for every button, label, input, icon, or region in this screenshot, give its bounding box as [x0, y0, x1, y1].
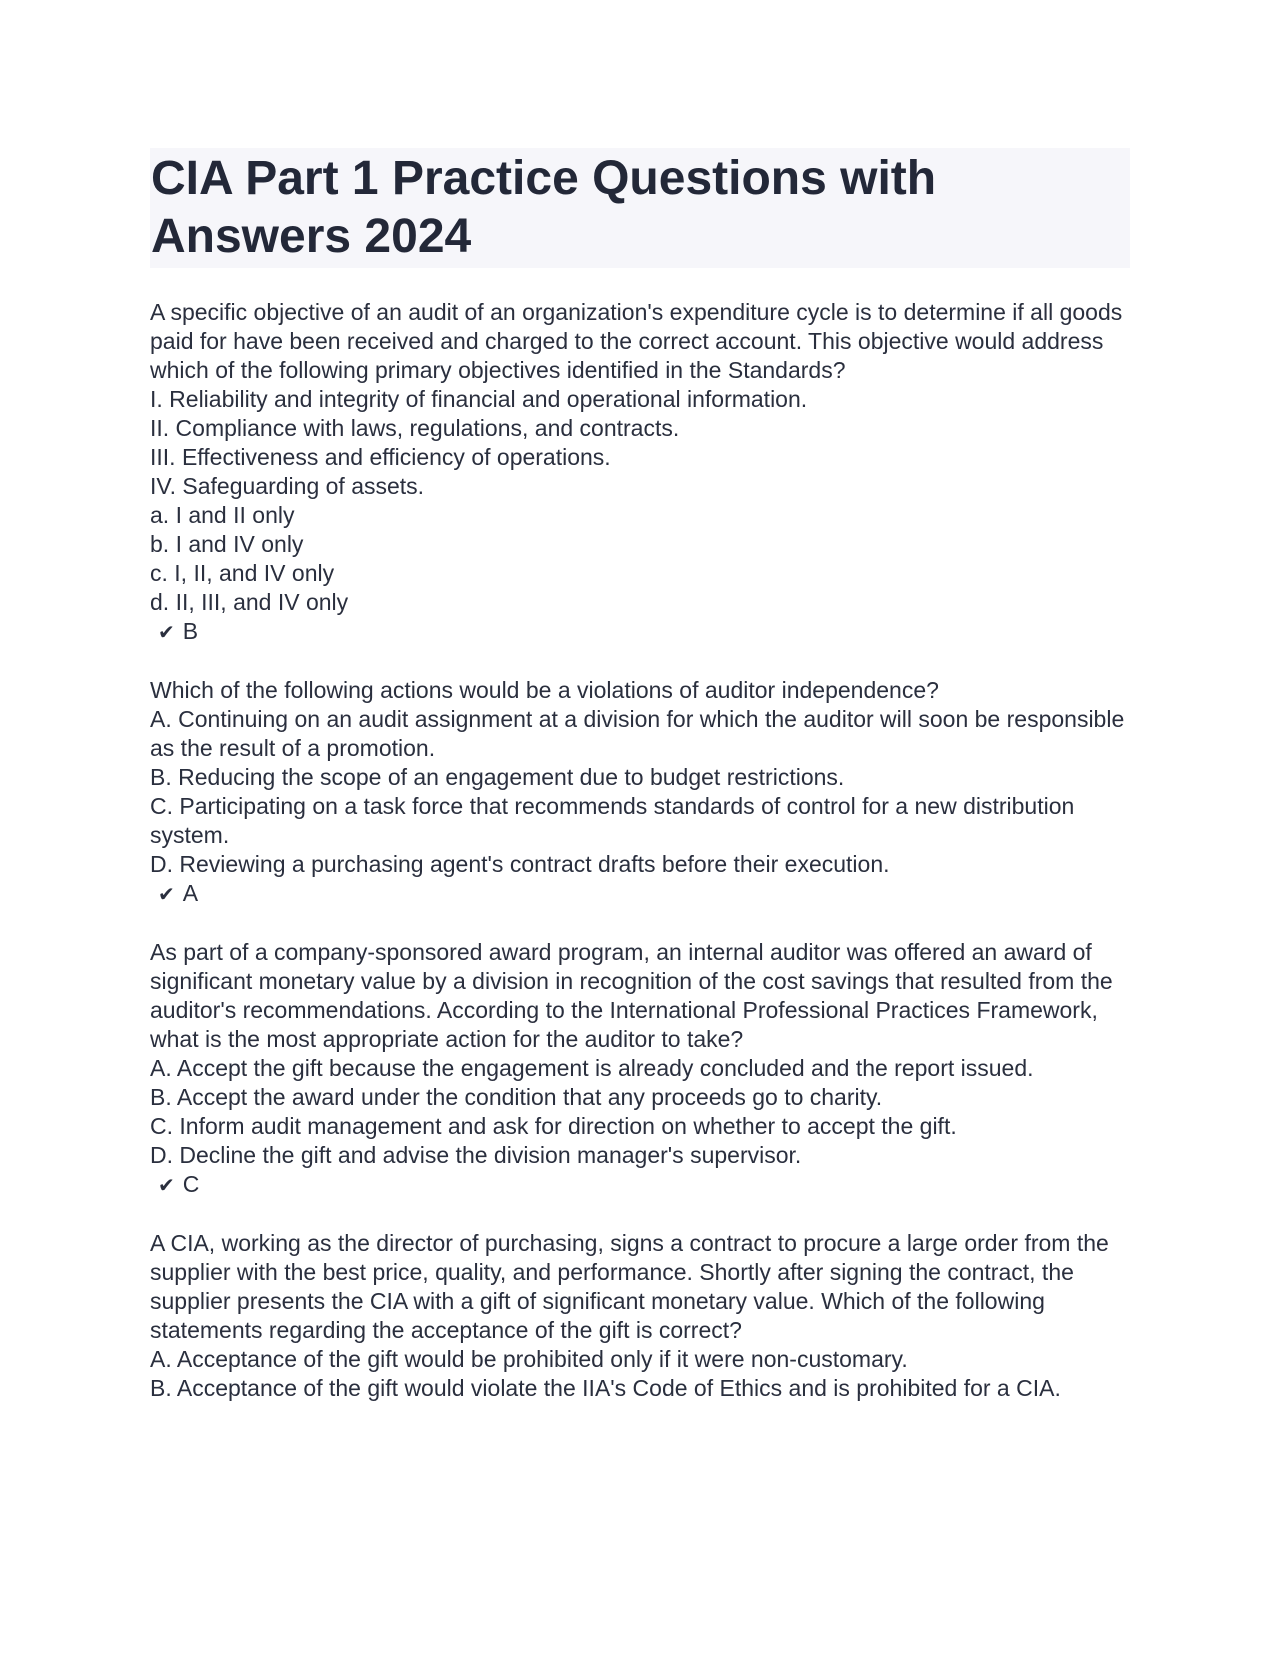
- answer-option: b. I and IV only: [150, 531, 304, 557]
- answer-letter: C: [182, 1171, 200, 1197]
- question-stem: As part of a company-sponsored award program, an internal auditor was offered an award of significant monetary value by a division in recognition of the cost savings that resulted from the auditor's recommendations. According to the International Professional Practices Framework, what is the most appropriate action for the auditor to take?: [150, 939, 1113, 1052]
- question-block-3: [150, 938, 1130, 1200]
- statement-line: IV. Safeguarding of assets.: [150, 473, 425, 499]
- question-stem: Which of the following actions would be a violations of auditor independence?: [150, 677, 939, 703]
- checkmark-icon: ✔: [158, 1173, 175, 1197]
- answer-option: A. Acceptance of the gift would be prohibited only if it were non-customary.: [150, 1346, 908, 1372]
- document-page: [150, 148, 1130, 1432]
- answer-option: d. II, III, and IV only: [150, 589, 349, 615]
- answer-option: A. Accept the gift because the engagement is already concluded and the report issued.: [150, 1055, 1034, 1081]
- correct-answer: [150, 617, 1130, 647]
- answer-option: A. Continuing on an audit assignment at a division for which the auditor will soon be responsible as the result of a promotion.: [150, 706, 1125, 761]
- question-block-4: [150, 1229, 1130, 1403]
- answer-letter: B: [182, 618, 199, 644]
- answer-option: D. Reviewing a purchasing agent's contract drafts before their execution.: [150, 851, 890, 877]
- page-title: CIA Part 1 Practice Questions with Answers 2024: [151, 152, 937, 263]
- question-stem: A CIA, working as the director of purchasing, signs a contract to procure a large order from the supplier with the best price, quality, and performance. Shortly after signing the contract, the supplier presents the CIA with a gift of significant monetary value. Which of the following statements regarding the acceptance of the gift is correct?: [150, 1230, 1109, 1343]
- title-banner: [150, 148, 1130, 268]
- answer-option: B. Reducing the scope of an engagement due to budget restrictions.: [150, 764, 845, 790]
- statement-line: I. Reliability and integrity of financial and operational information.: [150, 386, 808, 412]
- checkmark-icon: ✔: [158, 882, 175, 906]
- answer-letter: A: [182, 880, 199, 906]
- answer-option: D. Decline the gift and advise the division manager's supervisor.: [150, 1142, 802, 1168]
- correct-answer: [150, 879, 1130, 909]
- answer-option: C. Inform audit management and ask for direction on whether to accept the gift.: [150, 1113, 957, 1139]
- answer-option: C. Participating on a task force that recommends standards of control for a new distribution system.: [150, 793, 1075, 848]
- answer-option: c. I, II, and IV only: [150, 560, 335, 586]
- statement-line: III. Effectiveness and efficiency of operations.: [150, 444, 611, 470]
- statement-line: II. Compliance with laws, regulations, and contracts.: [150, 415, 680, 441]
- question-block-2: [150, 676, 1130, 909]
- answer-option: B. Acceptance of the gift would violate the IIA's Code of Ethics and is prohibited for a CIA.: [150, 1375, 1061, 1401]
- answer-option: a. I and II only: [150, 502, 295, 528]
- checkmark-icon: ✔: [158, 620, 175, 644]
- question-block-1: [150, 298, 1130, 647]
- correct-answer: [150, 1170, 1130, 1200]
- question-stem: A specific objective of an audit of an organization's expenditure cycle is to determine if all goods paid for have been received and charged to the correct account. This objective would address which of the following primary objectives identified in the Standards?: [150, 299, 1123, 383]
- answer-option: B. Accept the award under the condition that any proceeds go to charity.: [150, 1084, 883, 1110]
